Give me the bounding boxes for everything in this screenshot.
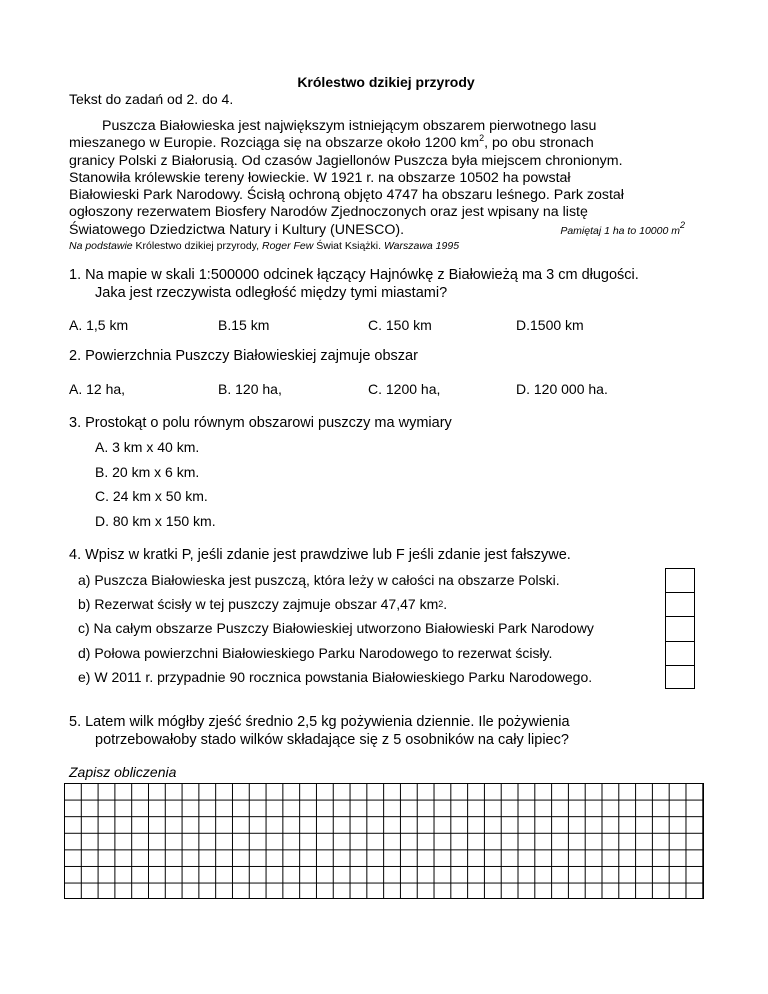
q3-option-a[interactable]: A. 3 km x 40 km. [95,439,200,455]
tf-statement-a: a) Puszcza Białowieska jest puszczą, która leży w całości na obszarze Polski. [78,572,560,589]
q2-option-a[interactable]: A. 12 ha, [69,381,126,397]
calc-label: Zapisz obliczenia [69,764,177,780]
q1-option-d[interactable]: D.1500 km [516,317,584,333]
q2-option-d[interactable]: D. 120 000 ha. [516,381,608,397]
tf-answer-boxes [665,568,695,689]
tf-statement-d: d) Połowa powierzchni Białowieskiego Parku Narodowego to rezerwat ścisły. [78,644,553,661]
intro-text: Tekst do zadań od 2. do 4. [69,91,234,107]
passage-line: granicy Polski z Białorusią. Od czasów Jagiellonów Puszcza była miejscem chronionym. [69,152,623,169]
passage-line: Białowieski Park Narodowy. Ścisłą ochroną objęto 4747 ha obszaru leśnego. Park został [69,187,624,204]
passage-line: mieszanego w Europie. Rozciąga się na obszarze około 1200 $km^2$, po obu stronach [69,133,594,152]
true-false-list [68,568,698,689]
question-5: 5. Latem wilk mógłby zjeść średnio 2,5 kg pożywienia dziennie. Ile pożywienia potrzebowałoby stado wilków składające się z 5 osobników na cały lipiec? [69,714,570,748]
q3-options [95,439,216,537]
tf-answer-box-a[interactable] [665,568,695,592]
tf-answer-box-b[interactable] [665,592,695,616]
question-2: 2. Powierzchnia Puszczy Białowieskiej zajmuje obszar [69,348,418,364]
q1-option-b[interactable]: B.15 km [218,317,270,333]
passage-line: ogłoszony rezerwatem Biosfery Narodów Zjednoczonych oraz jest wpisany na listę [69,204,588,221]
q3-option-d[interactable]: D. 80 km x 150 km. [95,512,216,529]
page-title: Królestwo dzikiej przyrody [297,74,475,90]
tf-answer-box-d[interactable] [665,641,695,665]
source-citation: Na podstawie Królestwo dzikiej przyrody, Roger Few Świat Książki. Warszawa 1995 [69,240,460,252]
passage-line: Światowego Dziedzictwa Natury i Kultury (UNESCO). Pamiętaj 1 ha to 10000 $m^2$ [69,222,685,240]
q3-option-b[interactable]: B. 20 km x 6 km. [95,463,200,480]
question-4: 4. Wpisz w kratki P, jeśli zdanie jest prawdziwe lub F jeśli zdanie jest fałszywe. [69,547,571,563]
q2-option-c[interactable]: C. 1200 ha, [368,381,441,397]
calculation-grid[interactable] [64,783,704,899]
q3-option-c[interactable]: C. 24 km x 50 km. [95,488,208,504]
q1-option-c[interactable]: C. 150 km [368,317,432,333]
passage-line: Puszcza Białowieska jest największym istniejącym obszarem pierwotnego lasu [102,118,597,134]
q2-option-b[interactable]: B. 120 ha, [218,381,282,397]
tf-statement-b: b) Rezerwat ścisły w tej puszczy zajmuje obszar 47,47 km 2 . [78,596,448,613]
q1-option-a[interactable]: A. 1,5 km [69,317,129,333]
question-3: 3. Prostokąt o polu równym obszarowi puszczy ma wymiary [69,415,452,431]
tf-statement-c: c) Na całym obszarze Puszczy Białowieskiej utworzono Białowieski Park Narodowy [78,620,594,637]
tf-answer-box-e[interactable] [665,665,695,689]
passage-line: Stanowiła królewskie tereny łowieckie. W 1921 r. na obszarze 10502 ha powstał [69,169,571,186]
tf-statement-e: e) W 2011 r. przypadnie 90 rocznica powstania Białowieskiego Parku Narodowego. [78,668,593,685]
question-1: 1. Na mapie w skali 1:500000 odcinek łączący Hajnówkę z Białowieżą ma 3 cm długości. Jaka jest rzeczywista odległość między tymi miastami? [69,267,639,301]
unit-note: Pamiętaj 1 ha to 10000 $m^2$ [560,219,685,237]
passage [69,118,685,240]
tf-answer-box-c[interactable] [665,616,695,640]
